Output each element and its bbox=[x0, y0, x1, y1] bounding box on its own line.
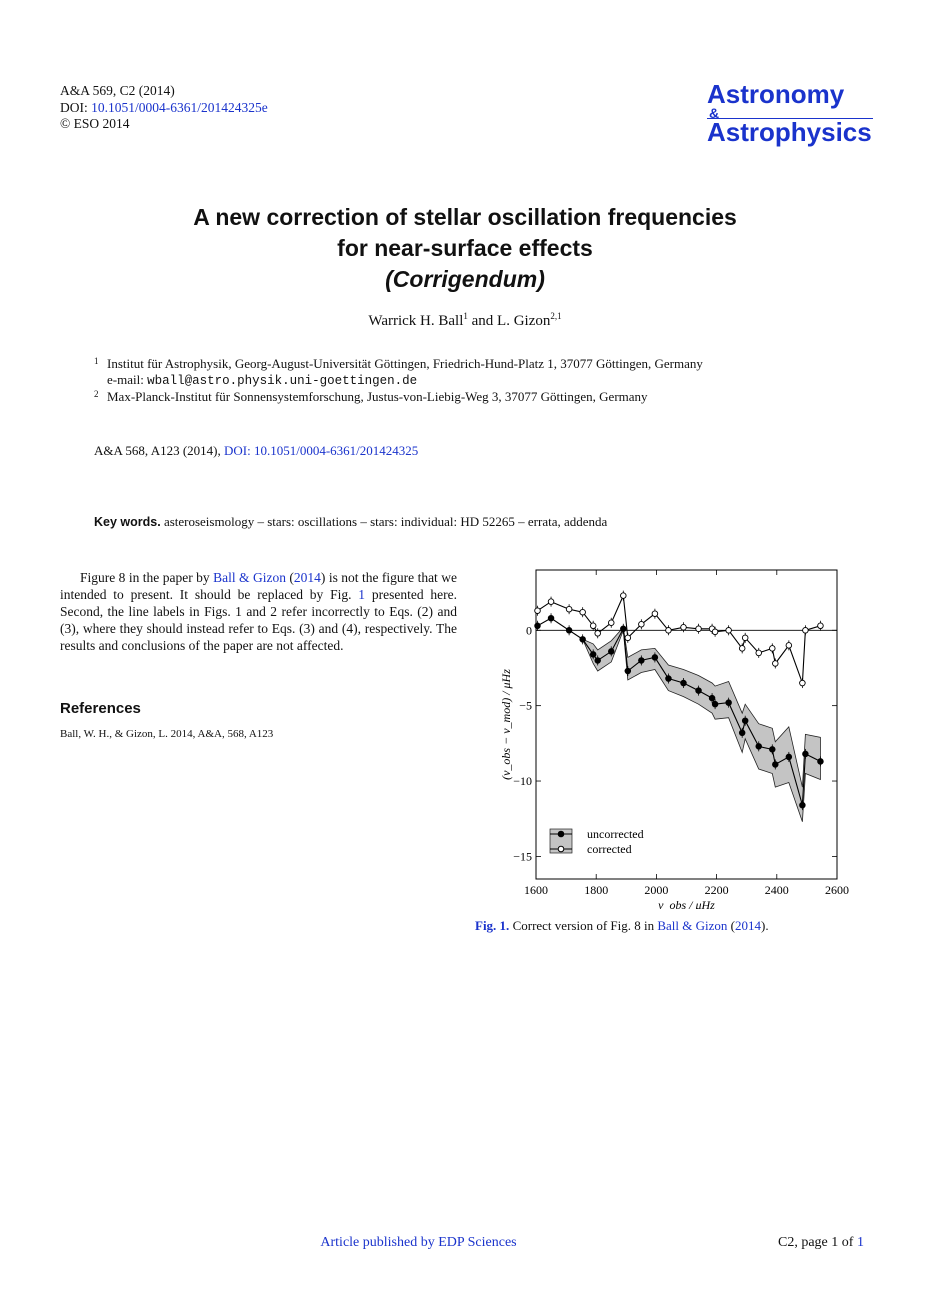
data-point-uncorrected bbox=[712, 701, 718, 707]
data-point-corrected bbox=[639, 621, 645, 627]
logo-line2: Astrophysics bbox=[707, 117, 872, 147]
data-point-corrected bbox=[739, 646, 745, 652]
figure-1 bbox=[496, 564, 856, 909]
data-point-uncorrected bbox=[590, 652, 596, 658]
data-point-uncorrected bbox=[608, 649, 614, 655]
x-tick-label: 1800 bbox=[584, 883, 609, 897]
affiliation-1-num: 1 bbox=[94, 356, 99, 366]
email-label: e-mail: bbox=[107, 372, 144, 387]
data-point-corrected bbox=[580, 609, 586, 615]
body-text-c: ) is not the figure that we intended to present. It should be replaced by Fig. bbox=[60, 570, 457, 602]
plot-frame bbox=[536, 570, 837, 879]
affiliations bbox=[94, 356, 794, 405]
references-heading: References bbox=[60, 700, 141, 717]
x-axis-label: ν_obs / μHz bbox=[658, 898, 715, 909]
data-point-corrected bbox=[535, 608, 541, 614]
data-point-uncorrected bbox=[756, 744, 762, 750]
caption-year-link[interactable]: 2014 bbox=[735, 918, 761, 933]
legend-marker-corrected bbox=[558, 846, 564, 852]
data-point-uncorrected bbox=[772, 762, 778, 768]
original-doi-link[interactable]: DOI: 10.1051/0004-6361/201424325 bbox=[224, 443, 419, 458]
logo-amp: & bbox=[709, 105, 720, 121]
data-point-uncorrected bbox=[595, 658, 601, 664]
author-and: and bbox=[471, 313, 494, 329]
data-point-corrected bbox=[608, 620, 614, 626]
data-point-uncorrected bbox=[620, 626, 626, 632]
data-point-uncorrected bbox=[709, 695, 715, 701]
data-point-uncorrected bbox=[566, 627, 572, 633]
data-point-corrected bbox=[620, 593, 626, 599]
title-line3: (Corrigendum) bbox=[385, 266, 545, 292]
fig-ref-link[interactable]: 1 bbox=[358, 587, 366, 602]
paper-title bbox=[0, 202, 930, 295]
chart-svg bbox=[496, 564, 856, 909]
affiliation-2-text: Max-Planck-Institut für Sonnensystemforschung, Justus-von-Liebig-Weg 3, 37077 Göttingen, Germany bbox=[107, 389, 648, 404]
author1: Warrick H. Ball bbox=[368, 313, 464, 329]
author2: L. Gizon bbox=[497, 313, 551, 329]
doi-link[interactable]: 10.1051/0004-6361/201424325e bbox=[91, 99, 268, 115]
data-point-uncorrected bbox=[726, 700, 732, 706]
data-point-corrected bbox=[803, 627, 809, 633]
x-tick-label: 1600 bbox=[524, 883, 548, 897]
doi-label: DOI: bbox=[60, 99, 88, 115]
original-reference bbox=[94, 443, 418, 459]
legend-marker-uncorrected bbox=[558, 831, 564, 837]
data-point-uncorrected bbox=[639, 658, 645, 664]
keywords bbox=[94, 514, 607, 530]
email-address[interactable]: wball@astro.physik.uni-goettingen.de bbox=[147, 374, 418, 388]
data-point-uncorrected bbox=[652, 655, 658, 661]
y-tick-label: −15 bbox=[513, 849, 532, 864]
body-paragraph bbox=[60, 569, 457, 654]
original-ref-text: A&A 568, A123 (2014), bbox=[94, 443, 221, 458]
caption-text-b: ( bbox=[730, 918, 735, 933]
footer-page-total[interactable]: 1 bbox=[856, 1235, 864, 1250]
x-tick-label: 2400 bbox=[764, 883, 789, 897]
caption-ref-link[interactable]: Ball & Gizon bbox=[657, 918, 728, 933]
data-point-corrected bbox=[590, 623, 596, 629]
data-point-uncorrected bbox=[625, 668, 631, 674]
author1-sup: 1 bbox=[463, 311, 468, 321]
data-point-uncorrected bbox=[800, 802, 806, 808]
data-point-corrected bbox=[769, 646, 775, 652]
email-line bbox=[94, 372, 794, 389]
data-point-corrected bbox=[666, 627, 672, 633]
data-point-uncorrected bbox=[580, 637, 586, 643]
ref-link-ball-gizon[interactable]: Ball & Gizon bbox=[213, 570, 286, 585]
data-point-uncorrected bbox=[666, 676, 672, 682]
data-point-corrected bbox=[652, 611, 658, 617]
data-point-uncorrected bbox=[818, 759, 824, 765]
affiliation-1 bbox=[94, 356, 794, 372]
citation: A&A 569, C2 (2014) bbox=[60, 83, 175, 98]
figure-caption bbox=[475, 918, 875, 934]
x-tick-label: 2600 bbox=[825, 883, 849, 897]
reference-item: Ball, W. H., & Gizon, L. 2014, A&A, 568, A123 bbox=[60, 728, 274, 740]
data-point-corrected bbox=[625, 635, 631, 641]
data-point-uncorrected bbox=[769, 747, 775, 753]
data-point-corrected bbox=[681, 624, 687, 630]
body-text-a: Figure 8 in the paper by bbox=[80, 570, 210, 585]
logo-line1: Astronomy bbox=[707, 79, 845, 109]
caption-text-c: ). bbox=[761, 918, 769, 933]
data-point-corrected bbox=[548, 599, 554, 605]
caption-text-a: Correct version of Fig. 8 in bbox=[512, 918, 655, 933]
data-point-uncorrected bbox=[803, 751, 809, 757]
data-point-corrected bbox=[742, 635, 748, 641]
title-line2: for near-surface effects bbox=[337, 235, 593, 261]
author2-sup: 2,1 bbox=[550, 311, 562, 321]
affiliation-2 bbox=[94, 389, 794, 405]
x-tick-label: 2000 bbox=[644, 883, 669, 897]
data-point-corrected bbox=[800, 680, 806, 686]
data-point-uncorrected bbox=[681, 680, 687, 686]
body-text-b: ( bbox=[289, 570, 294, 585]
data-point-corrected bbox=[772, 661, 778, 667]
data-point-corrected bbox=[786, 643, 792, 649]
journal-meta bbox=[60, 83, 268, 133]
legend-label-corrected: corrected bbox=[587, 842, 632, 856]
data-point-corrected bbox=[566, 606, 572, 612]
title-line1: A new correction of stellar oscillation frequencies bbox=[193, 204, 737, 230]
data-point-corrected bbox=[818, 623, 824, 629]
journal-logo bbox=[707, 80, 877, 145]
data-point-uncorrected bbox=[548, 615, 554, 621]
data-point-uncorrected bbox=[696, 688, 702, 694]
footer-page-number bbox=[778, 1235, 864, 1251]
data-point-uncorrected bbox=[535, 623, 541, 629]
y-axis-label: (ν_obs − ν_mod) / μHz bbox=[499, 669, 513, 780]
keywords-label: Key words. bbox=[94, 515, 161, 529]
footer-page-text: C2, page 1 of bbox=[778, 1235, 854, 1250]
y-tick-label: 0 bbox=[526, 623, 532, 638]
data-point-corrected bbox=[595, 631, 601, 637]
doi-line bbox=[60, 100, 268, 117]
data-point-uncorrected bbox=[786, 754, 792, 760]
ref-link-year[interactable]: 2014 bbox=[293, 570, 321, 585]
data-point-uncorrected bbox=[742, 718, 748, 724]
data-point-corrected bbox=[726, 627, 732, 633]
x-tick-label: 2200 bbox=[704, 883, 729, 897]
data-point-corrected bbox=[712, 629, 718, 635]
data-point-uncorrected bbox=[739, 730, 745, 736]
copyright: © ESO 2014 bbox=[60, 116, 130, 131]
y-tick-label: −5 bbox=[519, 698, 532, 713]
authors bbox=[0, 313, 930, 330]
affiliation-1-text: Institut für Astrophysik, Georg-August-Universität Göttingen, Friedrich-Hund-Platz 1, 37077 Göttingen, Germany bbox=[107, 356, 703, 371]
data-point-corrected bbox=[756, 650, 762, 656]
y-tick-label: −10 bbox=[513, 774, 532, 789]
body-text-d: presented here. Second, the line labels in Figs. 1 and 2 refer incorrectly to Eqs. (2) and (3), where they should instead refer to Eqs. (3) and (4), respectively. The results and conclusions of the paper are not affected. bbox=[60, 587, 458, 653]
caption-label: Fig. 1. bbox=[475, 918, 510, 933]
legend-label-uncorrected: uncorrected bbox=[587, 827, 644, 841]
affiliation-2-num: 2 bbox=[94, 389, 99, 399]
footer-publisher-link[interactable]: Article published by EDP Sciences bbox=[320, 1235, 517, 1250]
keywords-text: asteroseismology – stars: oscillations – stars: individual: HD 52265 – errata, addenda bbox=[163, 514, 608, 529]
data-point-corrected bbox=[696, 626, 702, 632]
